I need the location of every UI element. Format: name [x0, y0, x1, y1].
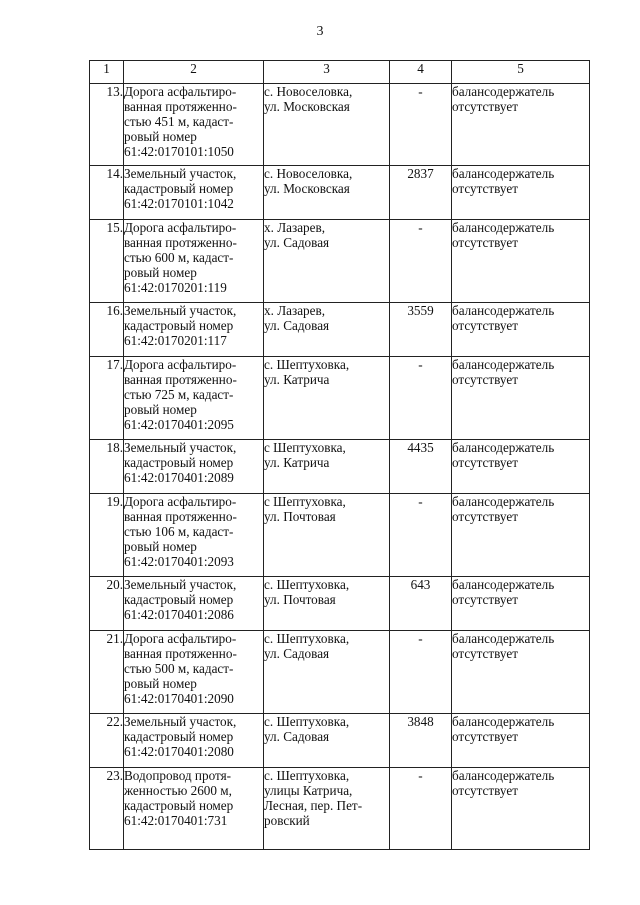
object-description-line: ванная протяженно- — [124, 235, 237, 250]
balance-holder-line: балансодержатель — [452, 494, 555, 509]
object-address-line: ровский — [264, 813, 310, 828]
object-description-line: стью 451 м, кадаст- — [124, 114, 234, 129]
balance-holder-line: балансодержатель — [452, 714, 555, 729]
row-number: 13. — [90, 84, 124, 166]
object-address — [264, 166, 390, 220]
object-address-line: с. Шептуховка, — [264, 357, 350, 372]
object-area: - — [390, 494, 452, 577]
object-description — [124, 714, 264, 768]
balance-holder-line: отсутствует — [452, 99, 518, 114]
object-address-line: с. Шептуховка, — [264, 714, 350, 729]
table-row — [90, 714, 590, 768]
object-address — [264, 84, 390, 166]
object-area: - — [390, 357, 452, 440]
column-header: 3 — [264, 61, 390, 84]
balance-holder — [452, 768, 590, 850]
object-area: 3848 — [390, 714, 452, 768]
balance-holder-line: балансодержатель — [452, 577, 555, 592]
object-area: - — [390, 84, 452, 166]
object-description-line: Земельный участок, — [124, 714, 237, 729]
object-address-line: ул. Катрича — [264, 455, 330, 470]
object-address-line: улицы Катрича, — [264, 783, 353, 798]
object-description-line: кадастровый номер — [124, 318, 234, 333]
object-description-line: кадастровый номер — [124, 729, 234, 744]
row-number: 14. — [90, 166, 124, 220]
object-description-line: ванная протяженно- — [124, 372, 237, 387]
column-header: 5 — [452, 61, 590, 84]
balance-holder — [452, 303, 590, 357]
object-address — [264, 768, 390, 850]
column-header: 2 — [124, 61, 264, 84]
row-number: 16. — [90, 303, 124, 357]
column-header: 1 — [90, 61, 124, 84]
balance-holder-line: балансодержатель — [452, 220, 555, 235]
object-description — [124, 303, 264, 357]
table-header-row — [90, 61, 590, 84]
balance-holder-line: балансодержатель — [452, 303, 555, 318]
object-address-line: ул. Катрича — [264, 372, 330, 387]
object-description-line: ванная протяженно- — [124, 646, 237, 661]
object-description-line: 61:42:0170101:1042 — [124, 196, 234, 211]
object-description-line: 61:42:0170101:1050 — [124, 144, 234, 159]
object-address-line: с. Новоселовка, — [264, 84, 353, 99]
object-description-line: ровый номер — [124, 539, 197, 554]
balance-holder-line: отсутствует — [452, 455, 518, 470]
object-address — [264, 220, 390, 303]
object-address-line: ул. Почтовая — [264, 509, 336, 524]
object-address-line: с Шептуховка, — [264, 440, 346, 455]
object-description-line: кадастровый номер — [124, 455, 234, 470]
object-address-line: с. Шептуховка, — [264, 768, 350, 783]
balance-holder-line: балансодержатель — [452, 84, 555, 99]
object-description — [124, 166, 264, 220]
table-row — [90, 768, 590, 850]
balance-holder-line: отсутствует — [452, 646, 518, 661]
object-description-line: Земельный участок, — [124, 577, 237, 592]
object-description-line: ванная протяженно- — [124, 99, 237, 114]
object-description-line: ровый номер — [124, 402, 197, 417]
object-address — [264, 440, 390, 494]
object-description-line: 61:42:0170401:2089 — [124, 470, 234, 485]
object-description-line: Дорога асфальтиро- — [124, 494, 237, 509]
row-number: 15. — [90, 220, 124, 303]
object-address — [264, 494, 390, 577]
object-description-line: стью 106 м, кадаст- — [124, 524, 234, 539]
balance-holder-line: отсутствует — [452, 181, 518, 196]
row-number: 23. — [90, 768, 124, 850]
object-address — [264, 577, 390, 631]
object-area: - — [390, 220, 452, 303]
balance-holder-line: отсутствует — [452, 372, 518, 387]
row-number: 20. — [90, 577, 124, 631]
object-description — [124, 768, 264, 850]
object-description-line: 61:42:0170401:2090 — [124, 691, 234, 706]
object-description-line: Земельный участок, — [124, 440, 237, 455]
balance-holder — [452, 84, 590, 166]
object-address-line: с Шептуховка, — [264, 494, 346, 509]
object-address-line: с. Шептуховка, — [264, 631, 350, 646]
table-row — [90, 440, 590, 494]
balance-holder-line: отсутствует — [452, 729, 518, 744]
table-row — [90, 84, 590, 166]
object-description — [124, 84, 264, 166]
row-number: 18. — [90, 440, 124, 494]
balance-holder-line: отсутствует — [452, 509, 518, 524]
balance-holder — [452, 631, 590, 714]
object-address-line: ул. Садовая — [264, 729, 330, 744]
object-description-line: ровый номер — [124, 676, 197, 691]
object-description-line: ровый номер — [124, 265, 197, 280]
object-description — [124, 631, 264, 714]
balance-holder — [452, 220, 590, 303]
object-description-line: Дорога асфальтиро- — [124, 357, 237, 372]
object-address — [264, 714, 390, 768]
object-description-line: 61:42:0170401:2080 — [124, 744, 234, 759]
object-description-line: кадастровый номер — [124, 592, 234, 607]
object-description-line: Водопровод протя- — [124, 768, 232, 783]
table-row — [90, 357, 590, 440]
object-address-line: ул. Московская — [264, 181, 350, 196]
object-address-line: ул. Почтовая — [264, 592, 336, 607]
object-area: 2837 — [390, 166, 452, 220]
balance-holder-line: отсутствует — [452, 783, 518, 798]
object-address — [264, 303, 390, 357]
object-description-line: Земельный участок, — [124, 166, 237, 181]
object-description-line: ровый номер — [124, 129, 197, 144]
object-area: - — [390, 768, 452, 850]
balance-holder — [452, 494, 590, 577]
balance-holder — [452, 357, 590, 440]
object-description-line: стью 600 м, кадаст- — [124, 250, 234, 265]
balance-holder — [452, 714, 590, 768]
object-description-line: 61:42:0170401:731 — [124, 813, 228, 828]
object-description-line: стью 500 м, кадаст- — [124, 661, 234, 676]
object-address-line: ул. Московская — [264, 99, 350, 114]
balance-holder-line: балансодержатель — [452, 768, 555, 783]
balance-holder — [452, 577, 590, 631]
object-description-line: 61:42:0170401:2095 — [124, 417, 234, 432]
row-number: 21. — [90, 631, 124, 714]
table-row — [90, 631, 590, 714]
object-area: 3559 — [390, 303, 452, 357]
balance-holder-line: балансодержатель — [452, 357, 555, 372]
object-description-line: женностью 2600 м, — [124, 783, 232, 798]
balance-holder-line: отсутствует — [452, 318, 518, 333]
object-address — [264, 631, 390, 714]
row-number: 19. — [90, 494, 124, 577]
table-row — [90, 577, 590, 631]
object-address-line: с. Новоселовка, — [264, 166, 353, 181]
object-description-line: Дорога асфальтиро- — [124, 84, 237, 99]
property-registry-table — [89, 60, 590, 850]
object-description-line: Земельный участок, — [124, 303, 237, 318]
balance-holder-line: балансодержатель — [452, 166, 555, 181]
object-address-line: х. Лазарев, — [264, 220, 326, 235]
balance-holder-line: балансодержатель — [452, 631, 555, 646]
row-number: 22. — [90, 714, 124, 768]
object-address-line: с. Шептуховка, — [264, 577, 350, 592]
object-description — [124, 577, 264, 631]
object-description-line: ванная протяженно- — [124, 509, 237, 524]
object-area: 643 — [390, 577, 452, 631]
object-address-line: Лесная, пер. Пет- — [264, 798, 363, 813]
object-address-line: ул. Садовая — [264, 646, 330, 661]
object-description-line: кадастровый номер — [124, 181, 234, 196]
object-description-line: 61:42:0170401:2093 — [124, 554, 234, 569]
balance-holder — [452, 440, 590, 494]
object-area: 4435 — [390, 440, 452, 494]
object-area: - — [390, 631, 452, 714]
page-number: 3 — [316, 24, 324, 39]
object-description-line: 61:42:0170201:117 — [124, 333, 227, 348]
object-description-line: Дорога асфальтиро- — [124, 220, 237, 235]
balance-holder-line: балансодержатель — [452, 440, 555, 455]
row-number: 17. — [90, 357, 124, 440]
object-address — [264, 357, 390, 440]
table-row — [90, 494, 590, 577]
object-description-line: стью 725 м, кадаст- — [124, 387, 234, 402]
balance-holder-line: отсутствует — [452, 592, 518, 607]
table-row — [90, 220, 590, 303]
object-description-line: кадастровый номер — [124, 798, 234, 813]
object-description — [124, 440, 264, 494]
balance-holder-line: отсутствует — [452, 235, 518, 250]
object-address-line: х. Лазарев, — [264, 303, 326, 318]
object-description — [124, 494, 264, 577]
object-description-line: 61:42:0170201:119 — [124, 280, 227, 295]
object-address-line: ул. Садовая — [264, 235, 330, 250]
object-address-line: ул. Садовая — [264, 318, 330, 333]
balance-holder — [452, 166, 590, 220]
table-row — [90, 166, 590, 220]
object-description — [124, 357, 264, 440]
object-description-line: 61:42:0170401:2086 — [124, 607, 234, 622]
column-header: 4 — [390, 61, 452, 84]
object-description — [124, 220, 264, 303]
table-row — [90, 303, 590, 357]
object-description-line: Дорога асфальтиро- — [124, 631, 237, 646]
